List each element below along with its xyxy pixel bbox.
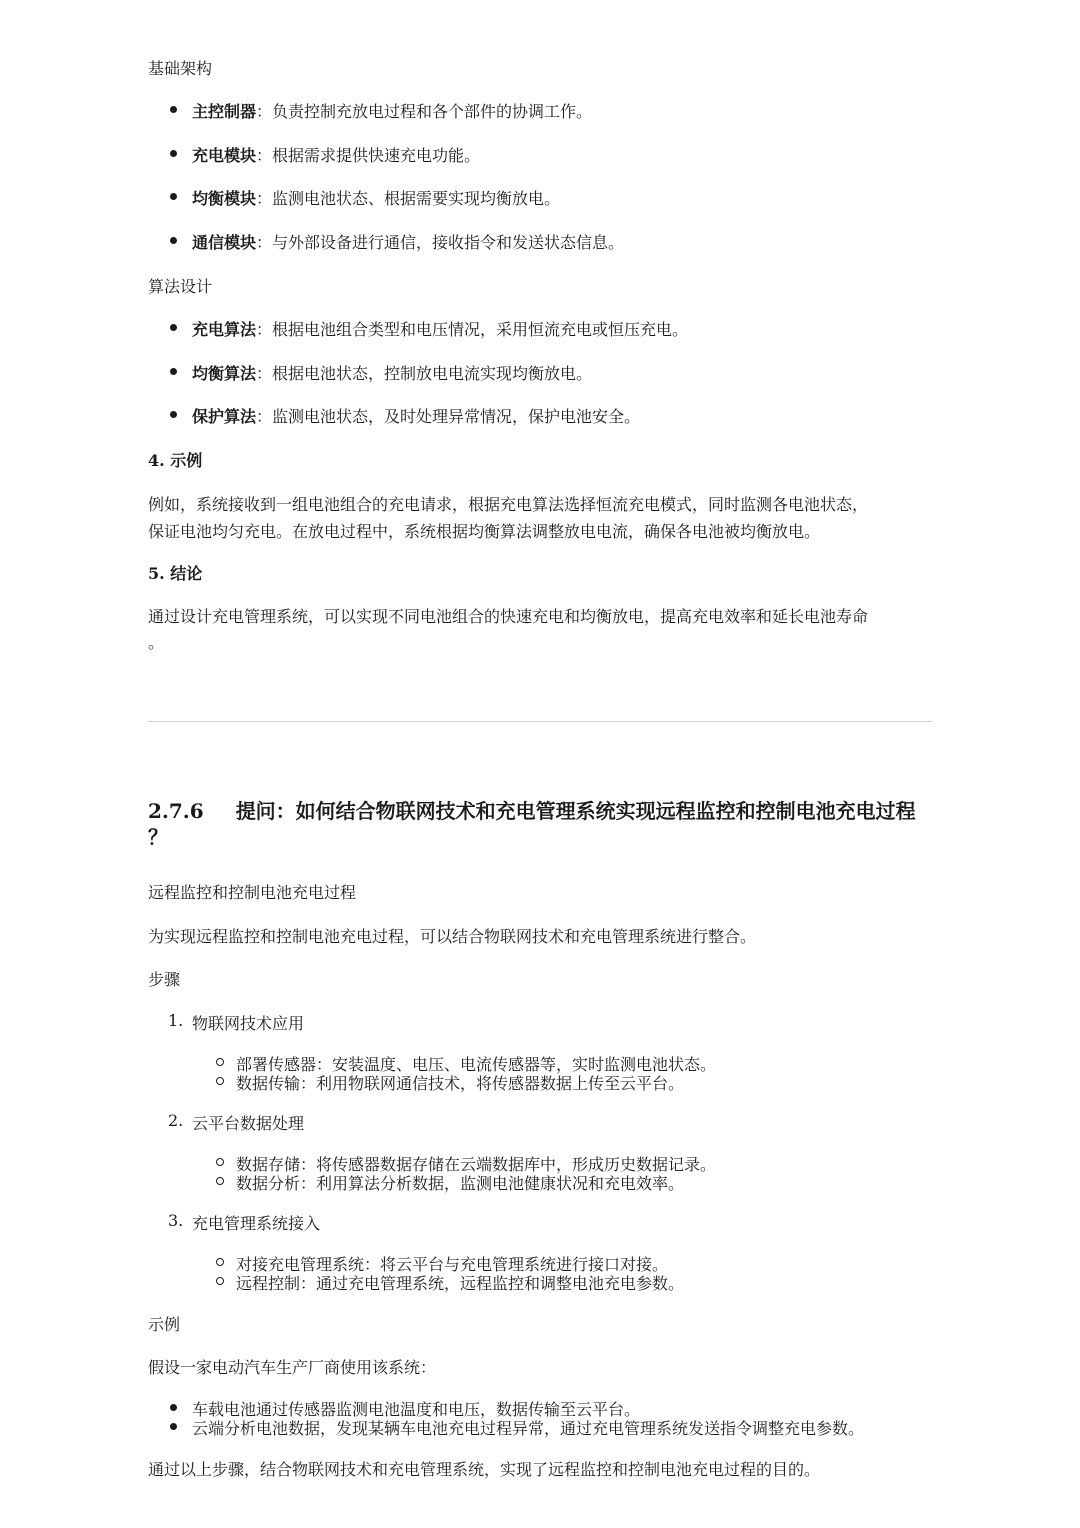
- bullet-icon: [170, 411, 177, 418]
- conclusion-paragraph-line-1: 通过设计充电管理系统，可以实现不同电池组合的快速充电和均衡放电，提高充电效率和延长电池寿命: [148, 607, 869, 626]
- conclusion-heading: 5. 结论: [148, 564, 203, 583]
- question-heading: [148, 795, 916, 824]
- sub-item-text: 部署传感器：安装温度、电压、电流传感器等，实时监测电池状态。: [236, 1055, 717, 1074]
- bullet-icon: [170, 193, 177, 200]
- example-heading: 4. 示例: [148, 451, 203, 470]
- item-desc: ：根据电池组合类型和电压情况，采用恒流充电或恒压充电。: [256, 320, 689, 339]
- bullet-icon: [170, 368, 177, 375]
- example2-heading: 示例: [148, 1315, 181, 1334]
- steps-heading: 步骤: [148, 970, 181, 989]
- item-desc: ：根据需求提供快速充电功能。: [256, 146, 481, 165]
- remote-intro: 为实现远程监控和控制电池充电过程，可以结合物联网技术和充电管理系统进行整合。: [148, 927, 757, 946]
- item-desc: ：根据电池状态，控制放电电流实现均衡放电。: [256, 364, 593, 383]
- step-title: 云平台数据处理: [192, 1114, 305, 1133]
- question-number: 2.7.6: [148, 799, 204, 823]
- circle-bullet-icon: [216, 1177, 224, 1185]
- item-term: 充电模块: [192, 146, 257, 165]
- example2-intro: 假设一家电动汽车生产厂商使用该系统：: [148, 1358, 437, 1377]
- step-title: 充电管理系统接入: [192, 1214, 321, 1233]
- item-term: 主控制器: [192, 102, 257, 121]
- item-term: 充电算法: [192, 320, 257, 339]
- closing-paragraph: 通过以上步骤，结合物联网技术和充电管理系统，实现了远程监控和控制电池充电过程的目的。: [148, 1460, 821, 1479]
- example-paragraph-line-2: 保证电池均匀充电。在放电过程中，系统根据均衡算法调整放电电流，确保各电池被均衡放电。: [148, 522, 821, 541]
- example-paragraph-line-1: 例如，系统接收到一组电池组合的充电请求，根据充电算法选择恒流充电模式，同时监测各电池状态，: [148, 495, 869, 514]
- item-term: 通信模块: [192, 233, 257, 252]
- list-item-text: 车载电池通过传感器监测电池温度和电压，数据传输至云平台。: [192, 1400, 641, 1419]
- circle-bullet-icon: [216, 1077, 224, 1085]
- circle-bullet-icon: [216, 1258, 224, 1266]
- architecture-heading: 基础架构: [148, 59, 213, 78]
- step-number: 2.: [168, 1111, 184, 1130]
- bullet-icon: [170, 324, 177, 331]
- algorithm-heading: 算法设计: [148, 277, 213, 296]
- step-number: 3.: [168, 1211, 184, 1230]
- step-number: 1.: [168, 1011, 184, 1030]
- sub-item-text: 对接充电管理系统：将云平台与充电管理系统进行接口对接。: [236, 1255, 669, 1274]
- bullet-icon: [170, 150, 177, 157]
- conclusion-paragraph-line-2: 。: [148, 633, 165, 652]
- horizontal-divider: [148, 721, 932, 722]
- question-title-tail: ？: [148, 825, 168, 849]
- bullet-icon: [170, 1423, 177, 1430]
- bullet-icon: [170, 106, 177, 113]
- circle-bullet-icon: [216, 1058, 224, 1066]
- sub-item-text: 数据分析：利用算法分析数据，监测电池健康状况和充电效率。: [236, 1174, 685, 1193]
- remote-heading: 远程监控和控制电池充电过程: [148, 883, 357, 902]
- question-title: 提问：如何结合物联网技术和充电管理系统实现远程监控和控制电池充电过程: [235, 799, 916, 823]
- step-title: 物联网技术应用: [192, 1014, 305, 1033]
- circle-bullet-icon: [216, 1277, 224, 1285]
- circle-bullet-icon: [216, 1158, 224, 1166]
- item-term: 保护算法: [192, 407, 257, 426]
- sub-item-text: 远程控制：通过充电管理系统，远程监控和调整电池充电参数。: [236, 1274, 685, 1293]
- item-desc: ：监测电池状态，及时处理异常情况，保护电池安全。: [256, 407, 641, 426]
- bullet-icon: [170, 1404, 177, 1411]
- sub-item-text: 数据传输：利用物联网通信技术，将传感器数据上传至云平台。: [236, 1074, 685, 1093]
- item-term: 均衡模块: [192, 189, 257, 208]
- item-term: 均衡算法: [192, 364, 257, 383]
- list-item-text: 云端分析电池数据，发现某辆车电池充电过程异常，通过充电管理系统发送指令调整充电参数。: [192, 1419, 865, 1438]
- item-desc: ：与外部设备进行通信，接收指令和发送状态信息。: [256, 233, 625, 252]
- bullet-icon: [170, 237, 177, 244]
- item-desc: ：监测电池状态、根据需要实现均衡放电。: [256, 189, 561, 208]
- item-desc: ：负责控制充放电过程和各个部件的协调工作。: [256, 102, 593, 121]
- sub-item-text: 数据存储：将传感器数据存储在云端数据库中，形成历史数据记录。: [236, 1155, 717, 1174]
